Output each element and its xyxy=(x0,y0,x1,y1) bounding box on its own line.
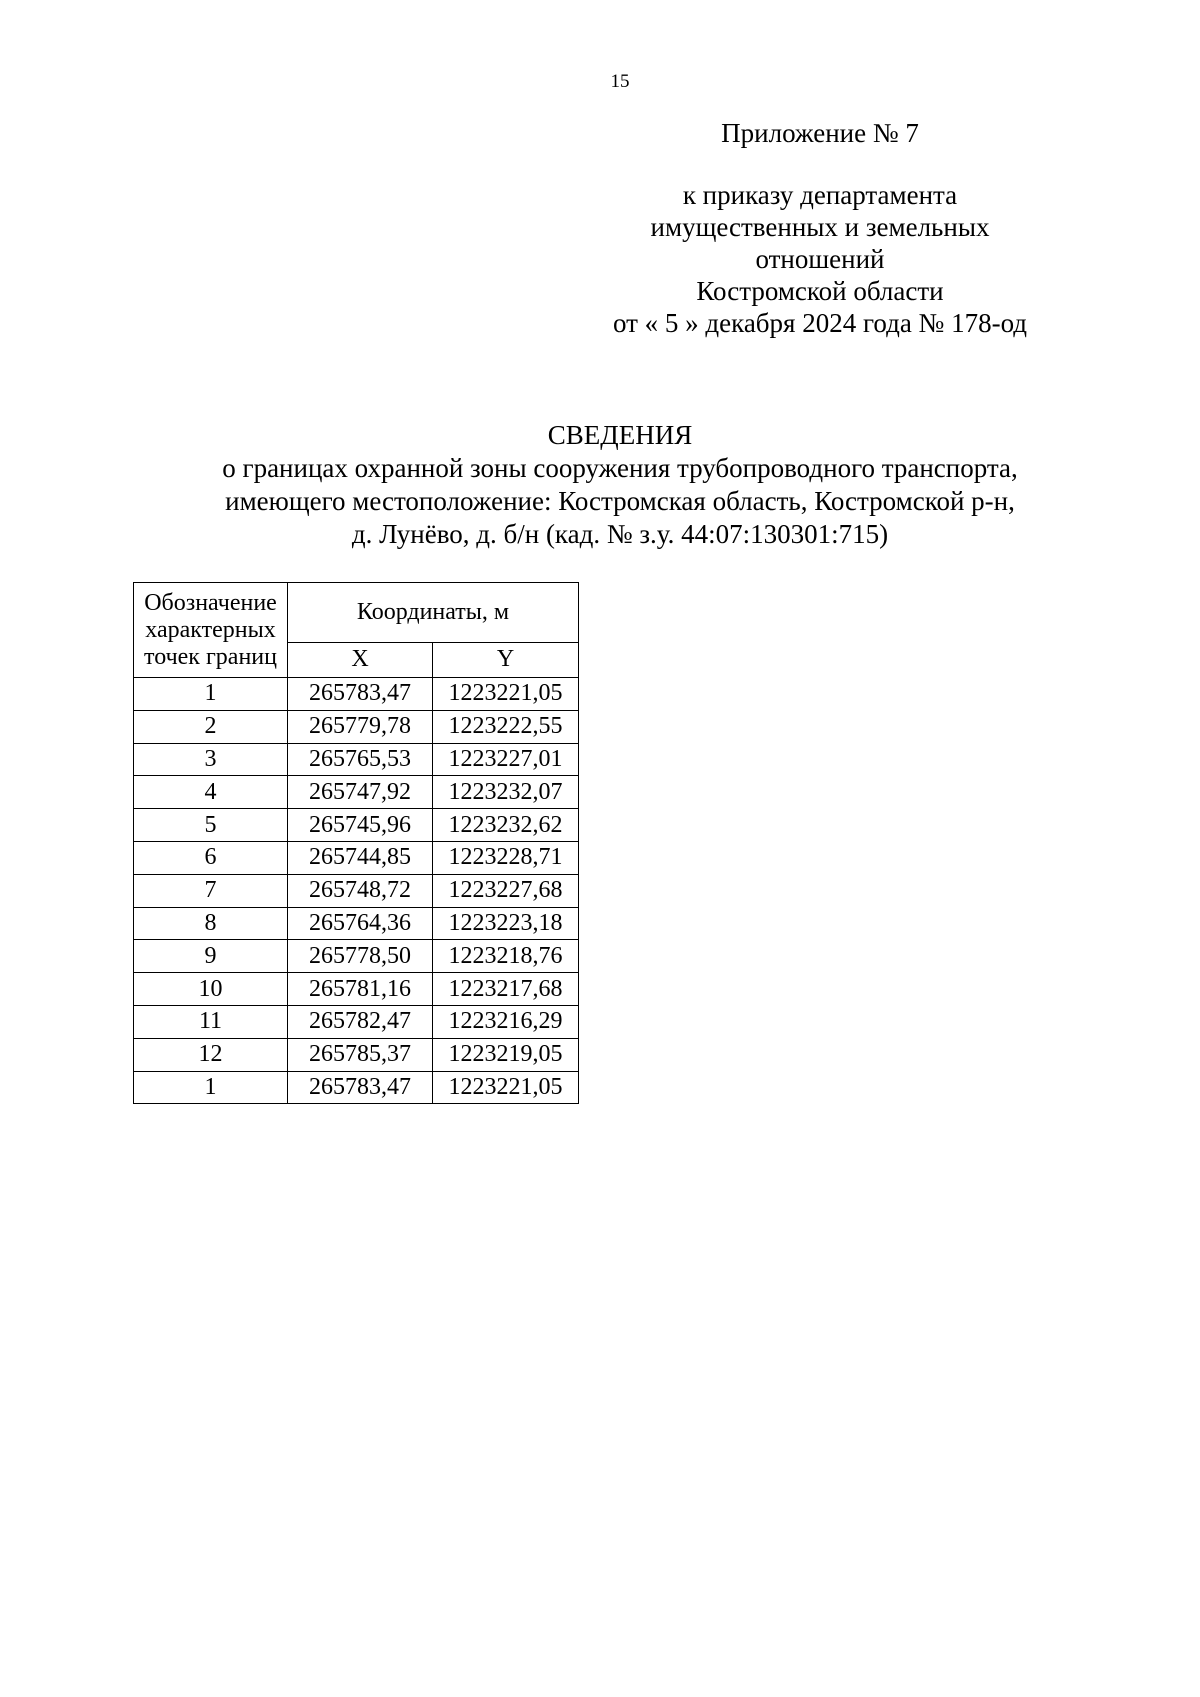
table-header-row xyxy=(134,583,579,643)
cell-y: 1223223,18 xyxy=(433,907,579,940)
cell-x: 265785,37 xyxy=(288,1038,433,1071)
cell-point: 1 xyxy=(134,678,288,711)
cell-x: 265745,96 xyxy=(288,809,433,842)
table-row xyxy=(134,809,579,842)
cell-x: 265782,47 xyxy=(288,1005,433,1038)
cell-x: 265748,72 xyxy=(288,874,433,907)
header-coordinates: Координаты, м xyxy=(288,583,579,643)
heading-line: имеющего местоположение: Костромская область, Костромской р-н, xyxy=(225,486,1015,516)
header-y: Y xyxy=(433,642,579,677)
cell-y: 1223227,01 xyxy=(433,743,579,776)
cell-x: 265744,85 xyxy=(288,841,433,874)
cell-x: 265779,78 xyxy=(288,710,433,743)
table-row xyxy=(134,841,579,874)
table-row xyxy=(134,973,579,1006)
cell-x: 265765,53 xyxy=(288,743,433,776)
cell-point: 1 xyxy=(134,1071,288,1104)
table-row xyxy=(134,678,579,711)
table-row xyxy=(134,1038,579,1071)
cell-y: 1223232,07 xyxy=(433,776,579,809)
appendix-line: отношений xyxy=(755,244,885,274)
cell-y: 1223218,76 xyxy=(433,940,579,973)
cell-point: 8 xyxy=(134,907,288,940)
cell-y: 1223227,68 xyxy=(433,874,579,907)
cell-point: 6 xyxy=(134,841,288,874)
appendix-number: Приложение № 7 xyxy=(721,118,919,148)
table-row xyxy=(134,874,579,907)
cell-y: 1223219,05 xyxy=(433,1038,579,1071)
cell-y: 1223228,71 xyxy=(433,841,579,874)
table-body xyxy=(134,678,579,1104)
cell-y: 1223217,68 xyxy=(433,973,579,1006)
table-row xyxy=(134,907,579,940)
header-x: X xyxy=(288,642,433,677)
table-row xyxy=(134,743,579,776)
appendix-block xyxy=(600,117,1040,339)
cell-point: 2 xyxy=(134,710,288,743)
cell-x: 265747,92 xyxy=(288,776,433,809)
table-row xyxy=(134,776,579,809)
cell-y: 1223222,55 xyxy=(433,710,579,743)
cell-y: 1223221,05 xyxy=(433,678,579,711)
cell-x: 265764,36 xyxy=(288,907,433,940)
appendix-line: Костромской области xyxy=(696,276,944,306)
cell-point: 7 xyxy=(134,874,288,907)
heading-line: о границах охранной зоны сооружения трубопроводного транспорта, xyxy=(222,453,1018,483)
cell-point: 9 xyxy=(134,940,288,973)
header-point-designation: Обозначение характерных точек границ xyxy=(134,583,288,678)
cell-y: 1223221,05 xyxy=(433,1071,579,1104)
heading-title: СВЕДЕНИЯ xyxy=(547,420,693,450)
page-number: 15 xyxy=(610,71,630,92)
heading-line: д. Лунёво, д. б/н (кад. № з.у. 44:07:130301:715) xyxy=(351,519,889,549)
appendix-line: к приказу департамента xyxy=(682,180,958,210)
cell-point: 4 xyxy=(134,776,288,809)
cell-point: 12 xyxy=(134,1038,288,1071)
cell-y: 1223216,29 xyxy=(433,1005,579,1038)
cell-y: 1223232,62 xyxy=(433,809,579,842)
cell-x: 265778,50 xyxy=(288,940,433,973)
cell-x: 265783,47 xyxy=(288,678,433,711)
table-row xyxy=(134,940,579,973)
table-row xyxy=(134,1071,579,1104)
table-row xyxy=(134,710,579,743)
cell-point: 3 xyxy=(134,743,288,776)
cell-point: 5 xyxy=(134,809,288,842)
cell-x: 265781,16 xyxy=(288,973,433,1006)
cell-point: 10 xyxy=(134,973,288,1006)
table-row xyxy=(134,1005,579,1038)
coordinates-table xyxy=(133,582,579,1104)
cell-point: 11 xyxy=(134,1005,288,1038)
document-heading xyxy=(0,419,1200,551)
cell-x: 265783,47 xyxy=(288,1071,433,1104)
appendix-line: имущественных и земельных xyxy=(650,212,990,242)
appendix-line: от « 5 » декабря 2024 года № 178-од xyxy=(612,308,1028,338)
